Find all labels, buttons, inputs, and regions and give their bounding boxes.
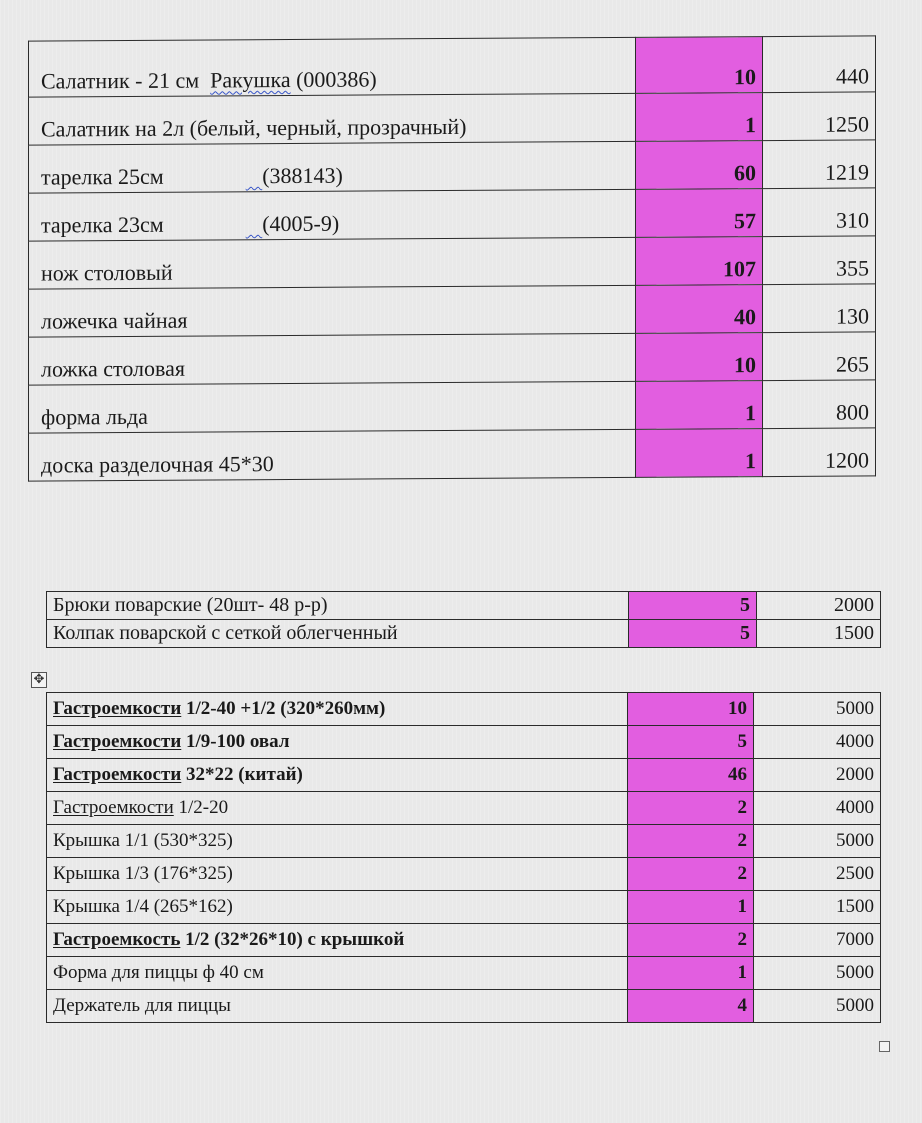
table-row: [29, 284, 876, 337]
price-cell[interactable]: 310: [763, 188, 876, 237]
price-cell[interactable]: 4000: [754, 792, 881, 825]
item-name-cell[interactable]: Колпак поварской с сеткой облегченный: [47, 620, 629, 648]
table-row: [29, 332, 876, 385]
item-name-cell[interactable]: Крышка 1/3 (176*325): [47, 858, 628, 891]
quantity-cell[interactable]: 5: [629, 592, 757, 620]
gastronorm-table: [46, 692, 881, 1023]
price-cell[interactable]: 2500: [754, 858, 881, 891]
item-name-cell[interactable]: Гастроемкости 1/9-100 овал: [47, 726, 628, 759]
quantity-cell[interactable]: 2: [628, 858, 754, 891]
item-name-cell[interactable]: Гастроемкости 1/2-40 +1/2 (320*260мм): [47, 693, 628, 726]
price-cell[interactable]: 1219: [763, 140, 876, 189]
item-name-cell[interactable]: Форма для пиццы ф 40 см: [47, 957, 628, 990]
table-row: [47, 592, 881, 620]
price-cell[interactable]: 2000: [757, 592, 881, 620]
price-cell[interactable]: 1250: [763, 92, 876, 141]
price-cell[interactable]: 265: [763, 332, 876, 381]
quantity-cell[interactable]: 5: [629, 620, 757, 648]
table-row: [47, 825, 881, 858]
table-row: [47, 759, 881, 792]
quantity-cell[interactable]: 10: [636, 333, 763, 382]
spellcheck-word: [246, 211, 263, 236]
quantity-cell[interactable]: 2: [628, 792, 754, 825]
table-row: [47, 620, 881, 648]
table-row: [47, 990, 881, 1023]
price-cell[interactable]: 130: [763, 284, 876, 333]
item-name-cell[interactable]: Салатник на 2л (белый, черный, прозрачный): [29, 93, 636, 145]
table-row: [29, 36, 876, 97]
table-row: [47, 891, 881, 924]
item-name-cell[interactable]: Крышка 1/4 (265*162): [47, 891, 628, 924]
table-row: [29, 236, 876, 289]
table-row: [47, 792, 881, 825]
table-row: [29, 140, 876, 193]
price-cell[interactable]: 4000: [754, 726, 881, 759]
quantity-cell[interactable]: 5: [628, 726, 754, 759]
price-cell[interactable]: 440: [763, 36, 876, 93]
item-name-cell[interactable]: Гастроемкости 1/2-20: [47, 792, 628, 825]
price-cell[interactable]: 5000: [754, 957, 881, 990]
quantity-cell[interactable]: 57: [636, 189, 763, 238]
item-name-cell[interactable]: нож столовый: [29, 237, 636, 289]
quantity-cell[interactable]: 1: [636, 381, 763, 430]
table-move-handle-icon[interactable]: ✥: [31, 672, 47, 688]
kitchenware-table: [28, 35, 876, 481]
item-name-cell[interactable]: Гастроемкости 32*22 (китай): [47, 759, 628, 792]
item-name-cell[interactable]: форма льда: [29, 381, 636, 433]
price-cell[interactable]: 5000: [754, 693, 881, 726]
price-cell[interactable]: 800: [763, 380, 876, 429]
item-name-cell[interactable]: Крышка 1/1 (530*325): [47, 825, 628, 858]
uniform-table: [46, 591, 881, 648]
table-row: [29, 92, 876, 145]
quantity-cell[interactable]: 2: [628, 825, 754, 858]
spellcheck-word: Ракушка: [210, 66, 291, 93]
item-name-cell[interactable]: Держатель для пиццы: [47, 990, 628, 1023]
quantity-cell[interactable]: 46: [628, 759, 754, 792]
table-row: [47, 957, 881, 990]
table-row: [47, 858, 881, 891]
table-row: [47, 726, 881, 759]
price-cell[interactable]: 5000: [754, 825, 881, 858]
price-cell[interactable]: 1200: [763, 428, 876, 477]
quantity-cell[interactable]: 1: [636, 93, 763, 142]
quantity-cell[interactable]: 10: [628, 693, 754, 726]
item-name-cell[interactable]: доска разделочная 45*30: [29, 429, 636, 481]
quantity-cell[interactable]: 60: [636, 141, 763, 190]
quantity-cell[interactable]: 107: [636, 237, 763, 286]
price-cell[interactable]: 1500: [757, 620, 881, 648]
item-name-cell[interactable]: ложечка чайная: [29, 285, 636, 337]
table-resize-handle-icon[interactable]: [879, 1041, 890, 1052]
quantity-cell[interactable]: 1: [628, 891, 754, 924]
quantity-cell[interactable]: 1: [636, 429, 763, 478]
price-cell[interactable]: 7000: [754, 924, 881, 957]
item-name-cell[interactable]: Салатник - 21 см Ракушка (000386): [29, 37, 636, 97]
table-row: [29, 188, 876, 241]
price-cell[interactable]: 2000: [754, 759, 881, 792]
spellcheck-word: [246, 163, 263, 188]
item-name-cell[interactable]: Гастроемкость 1/2 (32*26*10) с крышкой: [47, 924, 628, 957]
price-cell[interactable]: 355: [763, 236, 876, 285]
quantity-cell[interactable]: 1: [628, 957, 754, 990]
table-row: [29, 380, 876, 433]
quantity-cell[interactable]: 10: [636, 37, 763, 94]
table-row: [29, 428, 876, 481]
quantity-cell[interactable]: 4: [628, 990, 754, 1023]
item-name-cell[interactable]: ложка столовая: [29, 333, 636, 385]
item-name-cell[interactable]: тарелка 23см (4005-9): [29, 189, 636, 241]
item-name-cell[interactable]: Брюки поварские (20шт- 48 р-р): [47, 592, 629, 620]
quantity-cell[interactable]: 40: [636, 285, 763, 334]
table-row: [47, 693, 881, 726]
price-cell[interactable]: 5000: [754, 990, 881, 1023]
quantity-cell[interactable]: 2: [628, 924, 754, 957]
price-cell[interactable]: 1500: [754, 891, 881, 924]
table-row: [47, 924, 881, 957]
item-name-cell[interactable]: тарелка 25см (388143): [29, 141, 636, 193]
